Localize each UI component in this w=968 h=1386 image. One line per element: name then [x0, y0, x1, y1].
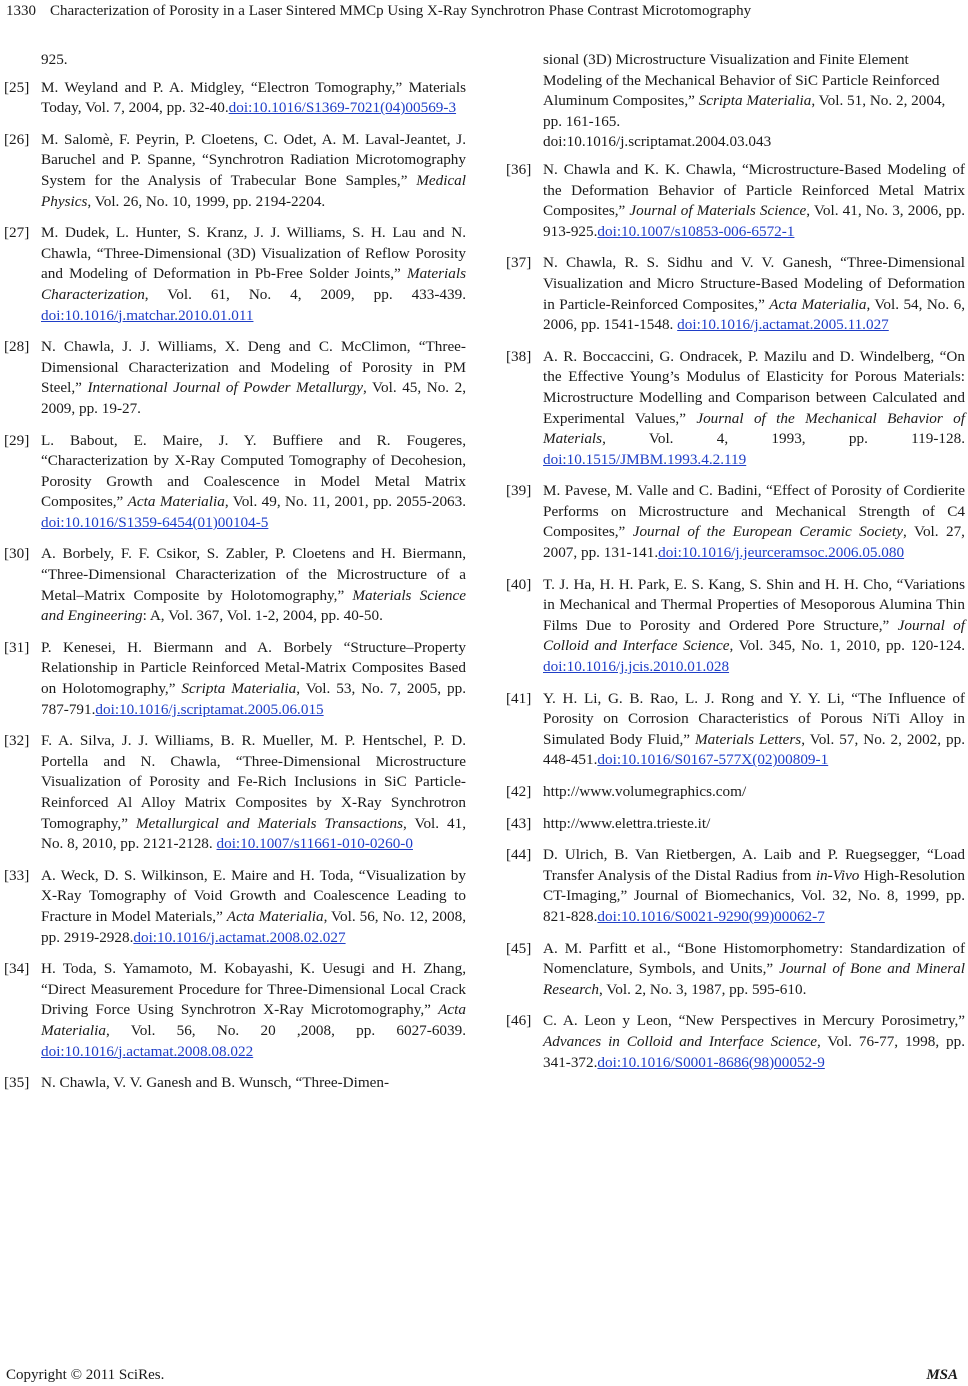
reference-body — [41, 337, 466, 419]
reference-number: [37] — [506, 254, 532, 272]
reference-number: [36] — [506, 160, 532, 178]
reference-number: [25] — [4, 78, 30, 96]
reference-text: http://www.elettra.trieste.it/ — [543, 814, 711, 832]
reference-number: [27] — [4, 224, 30, 242]
journal-abbreviation: MSA — [926, 1367, 958, 1383]
reference-body — [41, 544, 466, 626]
reference-text: http://www.volumegraphics.com/ — [543, 783, 747, 800]
reference-details: : A, Vol. 367, Vol. 1-2, 2004, pp. 40-50. — [142, 607, 383, 625]
reference-text: A. Weck, D. S. Wilkinson, E. Maire and H. Toda, “Visualization by X-Ray Tomography of Void Growth and Coalescence Leading to Fracture in Model Materials,” — [41, 866, 466, 925]
continuation-journal: Scripta Materialia — [698, 92, 812, 110]
page-number: 1330 — [6, 3, 36, 19]
right-column — [506, 50, 965, 1084]
reference-text: C. A. Leon y Leon, “New Perspectives in Mercury Porosimetry,” — [543, 1012, 965, 1030]
reference-number: [42] — [506, 783, 532, 800]
reference-journal: Metallurgical and Materials Transactions — [135, 814, 403, 832]
doi-link[interactable]: doi:10.1007/s10853-006-6572-1 — [597, 222, 795, 240]
reference-item — [4, 78, 466, 119]
reference-body — [543, 814, 965, 835]
reference-item — [4, 337, 466, 419]
reference-details: , Vol. 49, No. 11, 2001, pp. 2055-2063. — [224, 493, 467, 511]
reference-journal: Journal of the Mechanical Behavior of Materials — [543, 409, 965, 448]
reference-text: N. Chawla, R. S. Sidhu and V. V. Ganesh, “Three-Dimensional Visualization and Micro Structure-Based Modeling of Deformation in Particle-Reinforced Composites,” — [543, 254, 965, 313]
doi-link[interactable]: doi:10.1016/j.matchar.2010.01.011 — [41, 306, 254, 324]
reference-item — [506, 689, 965, 771]
reference-number: [41] — [506, 689, 532, 707]
reference-number: [43] — [506, 814, 532, 832]
doi-link[interactable]: doi:10.1016/j.jcis.2010.01.028 — [543, 658, 730, 676]
reference-item — [4, 223, 466, 326]
reference-journal: Journal of Colloid and Interface Science — [543, 616, 966, 655]
reference-number: [31] — [4, 638, 30, 656]
reference-number: [44] — [506, 846, 532, 864]
reference-text: N. Chawla, V. V. Ganesh and B. Wunsch, “Three-Dimen- — [41, 1074, 390, 1092]
reference-details: , Vol. 26, No. 10, 1999, pp. 2194-2204. — [87, 192, 326, 210]
doi-link[interactable]: doi:10.1016/j.scriptamat.2005.06.015 — [95, 700, 324, 718]
reference-item — [4, 866, 466, 948]
reference-item — [506, 782, 965, 803]
reference-details: , Vol. 345, No. 1, 2010, pp. 120-124. — [729, 637, 965, 655]
reference-item — [506, 845, 965, 927]
reference-number: [30] — [4, 545, 30, 563]
doi-link[interactable]: doi:10.1016/j.actamat.2005.11.027 — [677, 316, 889, 334]
reference-journal: Journal of the European Ceramic Society — [632, 523, 903, 541]
copyright-text: Copyright © 2011 SciRes. — [6, 1367, 165, 1383]
reference-text: M. Pavese, M. Valle and C. Badini, “Effect of Porosity of Cordierite Performs on Microstructure and Mechanical Strength of C4 Composites,” — [543, 482, 965, 541]
reference-number: [46] — [506, 1012, 532, 1030]
reference-journal: Materials Letters — [695, 730, 802, 748]
reference-journal: Acta Materialia — [41, 1001, 466, 1039]
continuation-details: , Vol. 51, No. 2, 2004, pp. 161-165. — [543, 92, 946, 130]
reference-journal: Materials Characterization — [41, 265, 466, 303]
reference-number: [26] — [4, 130, 30, 148]
doi-link[interactable]: doi:10.1016/S1359-6454(01)00104-5 — [41, 513, 269, 531]
reference-journal: Journal of Materials Science — [629, 202, 807, 220]
reference-journal: Acta Materialia — [769, 295, 867, 313]
reference-body — [543, 845, 965, 927]
reference-item — [4, 959, 466, 1062]
reference-body — [41, 431, 466, 534]
reference-item — [506, 814, 965, 835]
reference-body — [543, 575, 965, 678]
reference-details: , Vol. 76-77, 1998, pp. 341-372. — [543, 1032, 966, 1071]
reference-journal: Acta Materialia — [127, 493, 225, 511]
reference-text: L. Babout, E. Maire, J. Y. Buffiere and R. Fougeres, “Characterization by X-Ray Computed Tomography of Decohesion, Porosity Growth and Coalescence in Model Metal Matrix Composites,” — [41, 431, 466, 511]
reference-text: M. Dudek, L. Hunter, S. Kranz, J. J. Williams, S. H. Lau and N. Chawla, “Three-Dimensional (3D) Visualization of Reflow Porosity and Modeling of Deformation in Pb-Free Solder Joints,” — [41, 224, 466, 283]
reference-item — [4, 130, 466, 212]
reference-journal: Acta Materialia — [226, 907, 324, 925]
continuation-text: sional (3D) Microstructure Visualization and Finite Element Modeling of the Mechanical Behavior of SiC Particle Reinforced Aluminum Composites,” — [543, 51, 940, 110]
reference-item — [506, 1011, 965, 1073]
doi-link[interactable]: doi:10.1016/S1369-7021(04)00569-3 — [228, 99, 457, 117]
reference-journal: in-Vivo — [815, 866, 860, 884]
reference-number: [45] — [506, 939, 532, 957]
reference-text: A. R. Boccaccini, G. Ondracek, P. Mazilu and D. Windelberg, “On the Effective Young’s Modulus of Elasticity for Porous Materials: Microstructure Modelling and Comparison between Calculated and Experimental Values,” — [543, 347, 965, 427]
reference-journal: Materials Science and Engineering — [41, 586, 466, 625]
reference-body — [41, 1073, 466, 1094]
reference-details: , Vol. 54, No. 6, 2006, pp. 1541-1548. — [543, 295, 966, 334]
reference-body — [41, 959, 466, 1062]
running-title: Characterization of Porosity in a Laser Sintered MMCp Using X-Ray Synchrotron Phase Contrast Microtomography — [50, 3, 752, 19]
reference-item — [4, 544, 466, 626]
reference-body — [543, 1011, 965, 1073]
reference-body — [41, 223, 466, 326]
reference-text: F. A. Silva, J. J. Williams, B. R. Mueller, M. P. Hentschel, P. D. Portella and N. Chawla, “Three-Dimensional Microstructure Visualization of Porosity and Fe-Rich Inclusions in SiC Particle-Reinforced Al Alloy Matrix Composites by X-Ray Synchrotron Tomography,” — [41, 732, 466, 832]
reference-text: A. M. Parfitt et al., “Bone Histomorphometry: Standardization of Nomenclature, Symbols, and Units,” — [543, 939, 965, 978]
reference-details: , Vol. 53, No. 7, 2005, pp. 787-791. — [41, 680, 466, 718]
reference-details: , Vol. 56, No. 12, 2008, pp. 2919-2928. — [41, 907, 466, 946]
reference-details: High-Resolution CT-Imaging,” Journal of Biomechanics, Vol. 32, No. 8, 1999, pp. 821-828. — [543, 866, 965, 925]
reference-body — [543, 939, 965, 1001]
reference-item — [506, 160, 965, 242]
reference-number: [28] — [4, 338, 30, 356]
reference-text: Y. H. Li, G. B. Rao, L. J. Rong and Y. Y. Li, “The Influence of Porosity on Corrosion Characteristics of Porous NiTi Alloy in Simulated Body Fluid,” — [543, 689, 965, 748]
reference-text: N. Chawla, J. J. Williams, X. Deng and C. McClimon, “Three-Dimensional Characterization and Modeling of Porosity in PM Steel,” — [41, 338, 466, 397]
reference-text: H. Toda, S. Yamamoto, M. Kobayashi, K. Uesugi and H. Zhang, “Direct Measurement Procedure for Three-Dimensional Local Crack Driving Force Using Synchrotron X-Ray Microtomography,” — [41, 960, 466, 1019]
doi-link[interactable]: doi:10.1007/s11661-010-0260-0 — [216, 835, 413, 853]
reference-item — [506, 939, 965, 1001]
reference-journal: Medical Physics — [41, 171, 466, 210]
reference-body — [41, 638, 466, 720]
reference-number: [39] — [506, 482, 532, 500]
reference-details: , Vol. 41, No. 3, 2006, pp. 913-925. — [543, 202, 966, 240]
reference-journal: Scripta Materialia — [181, 680, 297, 698]
reference-item — [506, 347, 965, 471]
reference-item — [4, 731, 466, 855]
reference-body — [543, 782, 965, 803]
reference-details: , Vol. 27, 2007, pp. 131-141. — [543, 523, 965, 562]
reference-number: [33] — [4, 866, 30, 884]
reference-journal: Journal of Bone and Mineral Research — [543, 960, 965, 998]
reference-text: N. Chawla and K. K. Chawla, “Microstructure-Based Modeling of the Deformation Behavior of Particle Reinforced Metal Matrix Composites,” — [543, 160, 965, 220]
reference-details: , Vol. 56, No. 20 ,2008, pp. 6027-6039. — [105, 1021, 466, 1039]
reference-journal: Advances in Colloid and Interface Science — [543, 1032, 817, 1050]
reference-text: P. Kenesei, H. Biermann and A. Borbely “Structure–Property Relationship in Particle Reinforced Metal-Matrix Composites Based on Holotomography,” — [41, 638, 466, 698]
reference-body — [41, 866, 466, 948]
doi-link[interactable]: doi:10.1016/j.actamat.2008.08.022 — [41, 1042, 254, 1060]
continuation-reference — [506, 50, 965, 153]
reference-body — [543, 253, 965, 335]
reference-item — [506, 253, 965, 335]
reference-item — [4, 1073, 466, 1094]
doi-link[interactable]: doi:10.1016/j.actamat.2008.02.027 — [133, 928, 346, 946]
reference-body — [543, 481, 965, 563]
reference-item — [506, 481, 965, 563]
reference-details: , Vol. 2, No. 3, 1987, pp. 595-610. — [598, 980, 807, 998]
reference-item — [506, 575, 965, 678]
reference-details: , Vol. 57, No. 2, 2002, pp. 448-451. — [543, 730, 966, 769]
page-footer — [6, 1366, 958, 1384]
doi-link[interactable]: doi:10.1016/j.scriptamat.2004.03.043 — [543, 133, 772, 151]
reference-journal: International Journal of Powder Metallurgy — [87, 379, 363, 397]
reference-body — [543, 160, 965, 242]
doi-link[interactable]: doi:10.1016/S0001-8686(98)00052-9 — [597, 1053, 825, 1071]
reference-text: T. J. Ha, H. H. Park, E. S. Kang, S. Shin and H. H. Cho, “Variations in Mechanical and Thermal Properties of Mesoporous Alumina Thin Films Due to Porosity and Ordered Pore Structure,” — [543, 575, 965, 634]
left-column — [4, 50, 466, 1105]
reference-number: [35] — [4, 1074, 30, 1092]
reference-number: [38] — [506, 347, 532, 365]
reference-text: M. Weyland and P. A. Midgley, “Electron Tomography,” Materials Today, Vol. 7, 2004, pp. 32-40. — [41, 78, 466, 117]
reference-item — [4, 638, 466, 720]
doi-link[interactable]: doi:10.1016/j.jeurceramsoc.2006.05.080 — [658, 544, 905, 562]
reference-item — [4, 431, 466, 534]
reference-number: [40] — [506, 575, 532, 593]
reference-text: A. Borbely, F. F. Csikor, S. Zabler, P. Cloetens and H. Biermann, “Three-Dimensional Characterization of the Microstructure of a Metal–Matrix Composite by Holotomography,” — [41, 545, 466, 604]
running-header — [6, 2, 956, 20]
reference-details: , Vol. 41, No. 8, 2010, pp. 2121-2128. — [41, 814, 466, 853]
reference-number: [29] — [4, 431, 30, 449]
reference-details: , Vol. 4, 1993, pp. 119-128. — [602, 430, 965, 448]
reference-body — [41, 78, 466, 119]
reference-body — [543, 347, 965, 471]
doi-link[interactable]: doi:10.1515/JMBM.1993.4.2.119 — [543, 450, 747, 468]
doi-link[interactable]: doi:10.1016/S0167-577X(02)00809-1 — [597, 751, 829, 769]
continuation-text: 925. — [41, 51, 68, 68]
reference-body — [41, 130, 466, 212]
reference-details: , Vol. 45, No. 2, 2009, pp. 19-27. — [41, 379, 467, 417]
reference-text: D. Ulrich, B. Van Rietbergen, A. Laib and P. Ruegsegger, “Load Transfer Analysis of the Distal Radius from — [543, 846, 965, 884]
doi-link[interactable]: doi:10.1016/S0021-9290(99)00062-7 — [597, 907, 825, 925]
reference-text: M. Salomè, F. Peyrin, P. Cloetens, C. Odet, A. M. Laval-Jeantet, J. Baruchel and P. Spanne, “Synchrotron Radiation Microtomography System for the Analysis of Trabecular Bone Samples,” — [41, 130, 466, 189]
reference-body — [41, 731, 466, 855]
reference-number: [34] — [4, 960, 30, 978]
reference-number: [32] — [4, 732, 30, 750]
reference-details: , Vol. 61, No. 4, 2009, pp. 433-439. — [144, 285, 466, 303]
reference-body — [543, 689, 965, 771]
